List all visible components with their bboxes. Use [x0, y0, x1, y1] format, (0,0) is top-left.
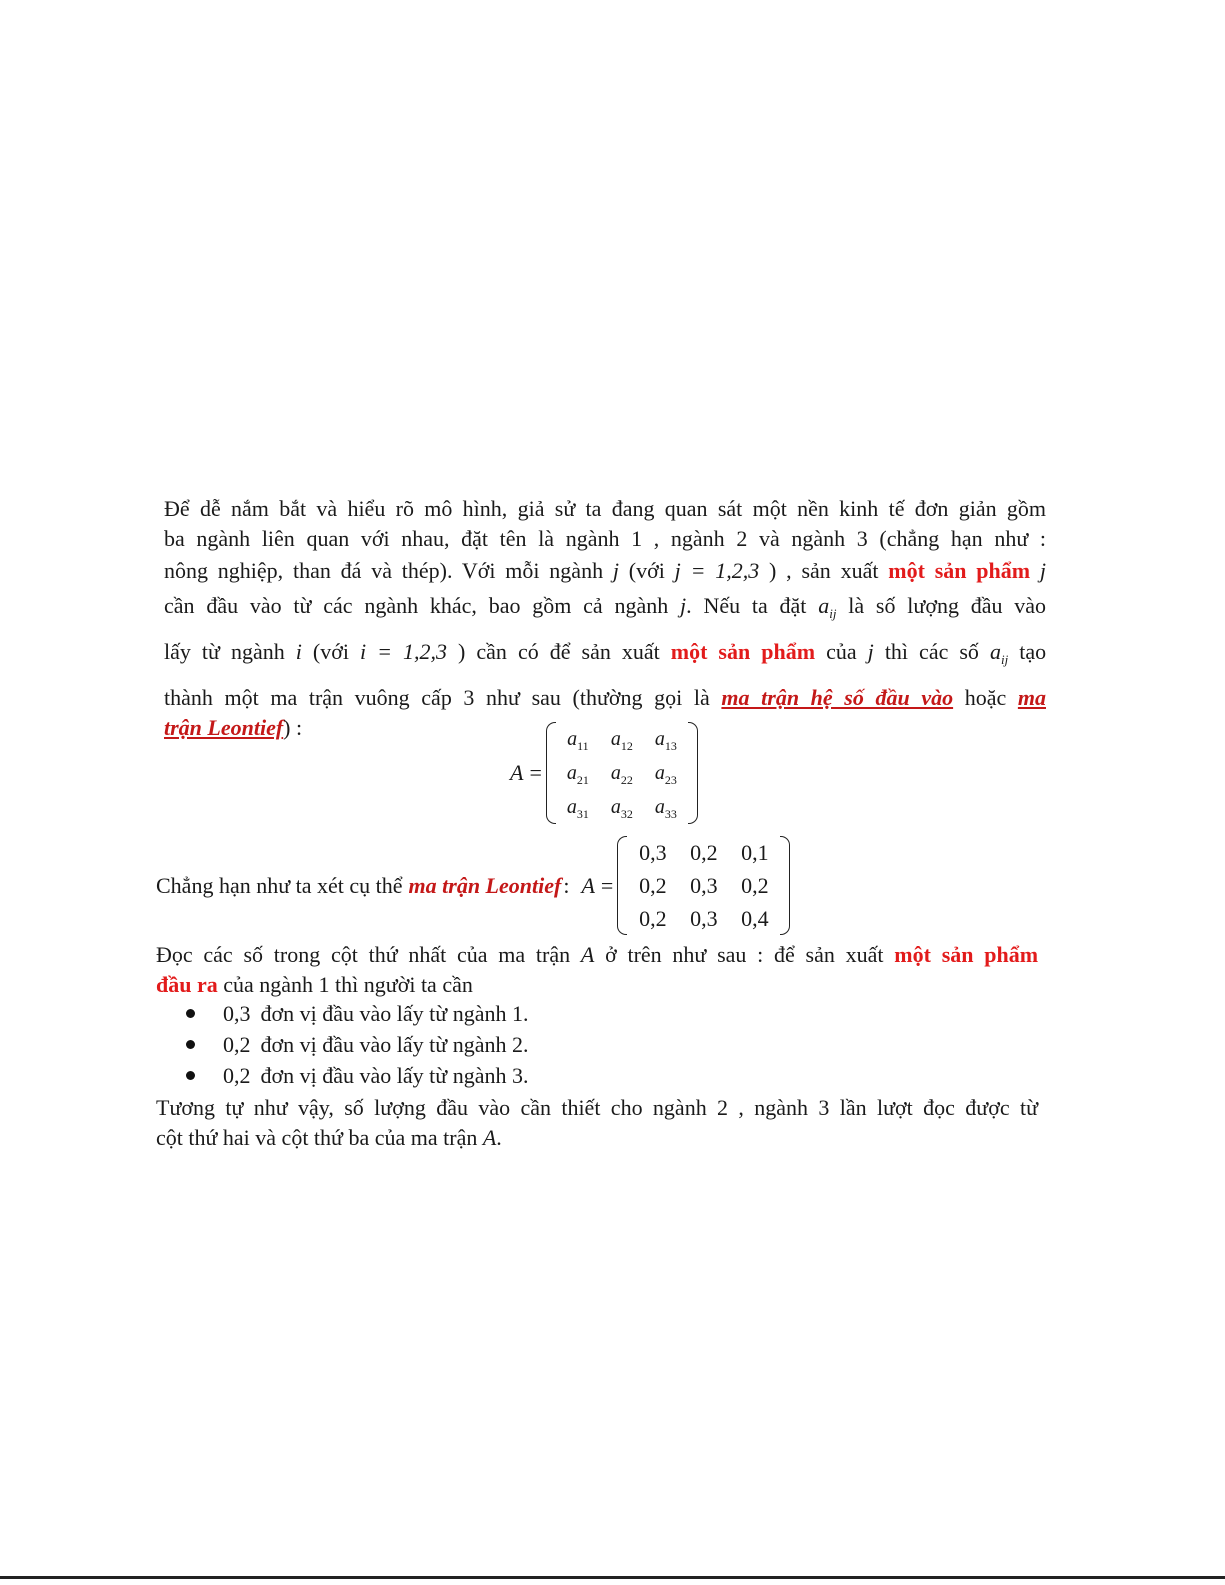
sym-matrix-cell	[600, 722, 644, 756]
intro-line-4-if: . Nếu ta đặt	[686, 593, 807, 618]
sym-cell-sub: 23	[664, 773, 677, 787]
summary-line-2	[156, 1123, 1038, 1153]
sym-cell-base: a	[567, 728, 578, 750]
intro-line-3-prod: ) , sản xuất	[769, 558, 879, 583]
sym-matrix-cell	[644, 756, 688, 790]
intro-line-5-then: thì các số	[884, 639, 979, 664]
highlight-one-product-3: một sản phẩm	[894, 942, 1039, 967]
bullet-dot-icon	[186, 1009, 195, 1018]
var-j-3: j	[680, 593, 687, 618]
var-i: i	[295, 639, 302, 664]
numeric-matrix-cell: 0,1	[741, 840, 769, 865]
sym-cell-base: a	[654, 796, 665, 818]
intro-line-4-text: cần đầu vào từ các ngành khác, bao gồm cả ngành	[164, 593, 669, 618]
term-leontief-part1: ma	[1017, 685, 1046, 710]
intro-line-5-form: tạo	[1019, 639, 1047, 664]
var-aij-base: a	[818, 593, 830, 618]
intro-line-3-text: nông nghiệp, than đá và thép). Với mỗi ngành	[164, 558, 604, 583]
intro-line-3-with: (với	[628, 558, 665, 583]
sym-cell-base: a	[610, 728, 621, 750]
summary-line-1: Tương tự như vậy, số lượng đầu vào cần thiết cho ngành 2 , ngành 3 lần lượt đọc được từ	[156, 1095, 1038, 1120]
numeric-matrix	[617, 836, 790, 935]
example-colon: :	[563, 872, 570, 898]
intro-line-5	[164, 637, 1046, 675]
var-aij	[818, 593, 837, 621]
reading-paragraph	[156, 940, 1038, 1000]
example-matrix-label-A: A	[581, 872, 595, 898]
bullet-item	[186, 1060, 528, 1091]
intro-line-6-text: thành một ma trận vuông cấp 3 như sau (thường gọi là	[164, 685, 710, 710]
intro-line-5-need: ) cần có để sản xuất	[458, 639, 660, 664]
sym-matrix-cell	[556, 756, 600, 790]
term-leontief-part2: trận Leontief	[164, 715, 284, 740]
reading-line-2-text: của ngành 1 thì người ta cần	[223, 972, 473, 997]
summary-line-2-end: .	[496, 1125, 502, 1150]
numeric-matrix-cell: 0,3	[639, 840, 667, 865]
eq-i-range: i = 1,2,3	[360, 639, 448, 664]
var-aij-sub: ij	[829, 606, 837, 621]
intro-line-6-or: hoặc	[964, 685, 1007, 710]
sym-matrix-cell	[556, 790, 600, 824]
var-aij-2-base: a	[989, 639, 1001, 664]
numeric-matrix-cell: 0,2	[639, 906, 667, 931]
sym-cell-base: a	[610, 762, 621, 784]
sym-matrix-cell	[644, 722, 688, 756]
sym-cell-sub: 22	[620, 773, 633, 787]
intro-line-1: Để dễ nắm bắt và hiểu rõ mô hình, giả sử ta đang quan sát một nền kinh tế đơn giản gồm	[164, 496, 1046, 521]
intro-line-2: ba ngành liên quan với nhau, đặt tên là ngành 1 , ngành 2 và ngành 3 (chẳng hạn như :	[164, 526, 1046, 551]
reading-line-1-text: Đọc các số trong cột thứ nhất của ma trận	[156, 942, 571, 967]
intro-line-4	[164, 591, 1046, 629]
summary-line-2-text: cột thứ hai và cột thứ ba của ma trận	[156, 1125, 478, 1150]
matrix-label-A: A	[510, 760, 524, 785]
eq-j-range: j = 1,2,3	[674, 558, 760, 583]
symbolic-matrix-equation	[510, 722, 698, 824]
var-A: A	[580, 942, 595, 967]
sym-cell-sub: 13	[664, 739, 677, 753]
example-text: Chẳng hạn như ta xét cụ thể	[156, 872, 403, 898]
intro-paragraph	[164, 494, 1046, 743]
example-matrix-equation	[156, 836, 790, 935]
sym-matrix-cell	[600, 756, 644, 790]
intro-line-7-end: ) :	[283, 715, 303, 740]
bullet-value: 0,2	[223, 1063, 251, 1088]
symbolic-matrix	[546, 722, 698, 824]
reading-line-1-mid: ở trên như sau : để sản xuất	[605, 942, 884, 967]
intro-line-5-of: của	[826, 639, 857, 664]
bullet-dot-icon	[186, 1071, 195, 1080]
bullet-value: 0,2	[223, 1032, 251, 1057]
bullet-text: đơn vị đầu vào lấy từ ngành 2.	[260, 1032, 529, 1057]
numeric-matrix-cell: 0,3	[690, 906, 718, 931]
intro-line-5-with: (với	[312, 639, 349, 664]
term-leontief-example: ma trận Leontief	[408, 872, 562, 898]
term-input-coefficient-matrix: ma trận hệ số đầu vào	[721, 685, 954, 710]
sym-cell-sub: 21	[576, 773, 589, 787]
intro-line-6	[164, 683, 1046, 713]
bullet-dot-icon	[186, 1040, 195, 1049]
numeric-matrix-cell: 0,3	[690, 873, 718, 898]
sym-cell-base: a	[654, 762, 665, 784]
bullet-value: 0,3	[223, 1001, 251, 1026]
numeric-matrix-cell: 0,2	[741, 873, 769, 898]
reading-line-1	[156, 940, 1038, 970]
numeric-matrix-cell: 0,2	[639, 873, 667, 898]
numeric-matrix-cell: 0,4	[741, 906, 769, 931]
sym-matrix-cell	[556, 722, 600, 756]
reading-line-2	[156, 970, 1038, 1000]
sym-cell-sub: 33	[664, 807, 677, 821]
sym-matrix-cell	[644, 790, 688, 824]
sym-cell-base: a	[654, 728, 665, 750]
sym-cell-base: a	[566, 762, 577, 784]
sym-cell-base: a	[566, 796, 577, 818]
bullet-item	[186, 1029, 528, 1060]
summary-paragraph	[156, 1093, 1038, 1153]
example-equals-sign: =	[600, 872, 614, 898]
equals-sign: =	[529, 760, 542, 785]
highlight-output: đầu ra	[156, 972, 218, 997]
bottom-border-line	[0, 1576, 1225, 1579]
numeric-matrix-cell: 0,2	[690, 840, 718, 865]
bullet-list	[186, 998, 528, 1091]
sym-cell-sub: 12	[620, 739, 633, 753]
var-aij-2	[989, 639, 1009, 667]
var-A-2: A	[482, 1125, 497, 1150]
bullet-text: đơn vị đầu vào lấy từ ngành 3.	[260, 1063, 529, 1088]
bullet-text: đơn vị đầu vào lấy từ ngành 1.	[260, 1001, 529, 1026]
sym-cell-sub: 31	[576, 807, 589, 821]
var-aij-2-sub: ij	[1000, 652, 1009, 667]
var-j-4: j	[867, 639, 874, 664]
var-j-2: j	[1039, 558, 1047, 583]
sym-cell-base: a	[610, 796, 621, 818]
sym-matrix-cell	[600, 790, 644, 824]
bullet-item	[186, 998, 528, 1029]
highlight-one-product-2: một sản phẩm	[670, 639, 816, 664]
highlight-one-product: một sản phẩm	[888, 558, 1031, 583]
intro-line-5-text: lấy từ ngành	[164, 639, 285, 664]
intro-line-3	[164, 556, 1046, 586]
intro-line-4-end: là số lượng đầu vào	[848, 593, 1047, 618]
var-j: j	[612, 558, 619, 583]
sym-cell-sub: 32	[620, 807, 633, 821]
sym-cell-sub: 11	[577, 739, 589, 753]
